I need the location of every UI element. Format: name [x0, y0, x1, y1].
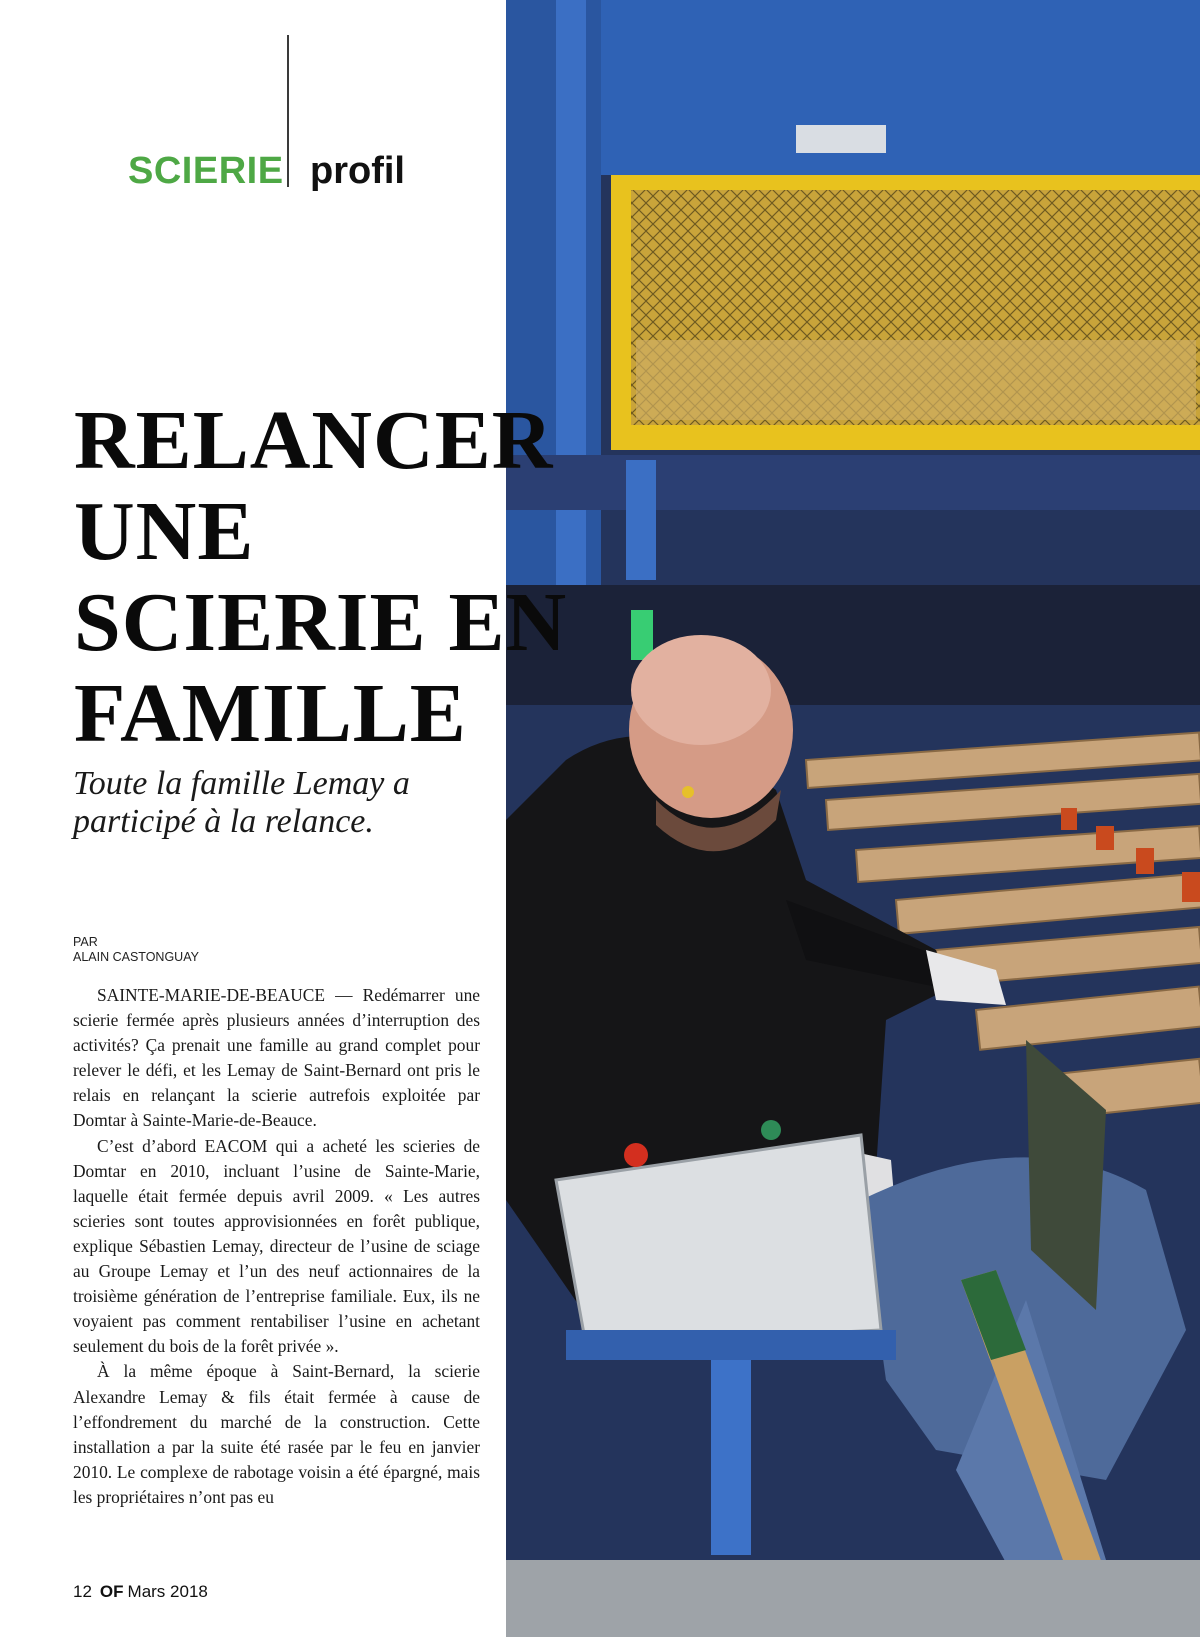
byline — [73, 935, 199, 965]
byline-prefix: PAR — [73, 935, 98, 949]
headline-line: FAMILLE — [74, 667, 467, 760]
article-deck: Toute la famille Lemay a participé à la relance. — [73, 765, 410, 840]
page-number: 12 — [73, 1582, 92, 1601]
byline-author: ALAIN CASTONGUAY — [73, 950, 199, 964]
body-paragraph: SAINTE-MARIE-DE-BEAUCE — Redémarrer une scierie fermée après plusieurs années d’interruption des activités? Ça prenait une famille au grand complet pour relever le défi, et les Lemay de Saint-Bernard ont pris le relais en relançant la scierie autrefois exploitée par Domtar à Sainte-Marie-de-Beauce. — [73, 985, 480, 1131]
header-divider — [287, 35, 289, 187]
body-paragraph: C’est d’abord EACOM qui a acheté les scieries de Domtar en 2010, incluant l’usine de Sainte-Marie, laquelle était fermée depuis avril 2009. « Les autres scieries sont toutes approvisionnées en forêt publique, explique Sébastien Lemay, directeur de l’usine de sciage au Groupe Lemay et l’un des neuf actionnaires de la troisième génération de l’entreprise familiale. Eux, ils ne voyaient pas comment rentabiliser l’usine en achetant seulement du bois de la forêt privée ». — [73, 1135, 480, 1357]
headline-line: RELANCER — [74, 394, 554, 487]
article-headline — [74, 395, 567, 759]
headline-line: UNE — [74, 485, 255, 578]
issue-date: Mars 2018 — [127, 1582, 208, 1601]
headline-line: SCIERIE EN — [74, 576, 568, 669]
magazine-name: OF — [99, 1582, 124, 1601]
section-label: SCIERIE — [128, 150, 284, 192]
body-paragraph: À la même époque à Saint-Bernard, la scierie Alexandre Lemay & fils était fermée à cause de l’effondrement du marché de la construction. Cette installation a par la suite été rasée par le feu en janvier 2010. Le complexe de rabotage voisin a été épargné, mais les propriétaires n’ont pas eu — [73, 1361, 480, 1507]
sawmill-photo — [506, 0, 1200, 1637]
page-folio — [73, 1582, 208, 1602]
article-body — [73, 983, 480, 1510]
section-sublabel: profil — [310, 150, 405, 192]
